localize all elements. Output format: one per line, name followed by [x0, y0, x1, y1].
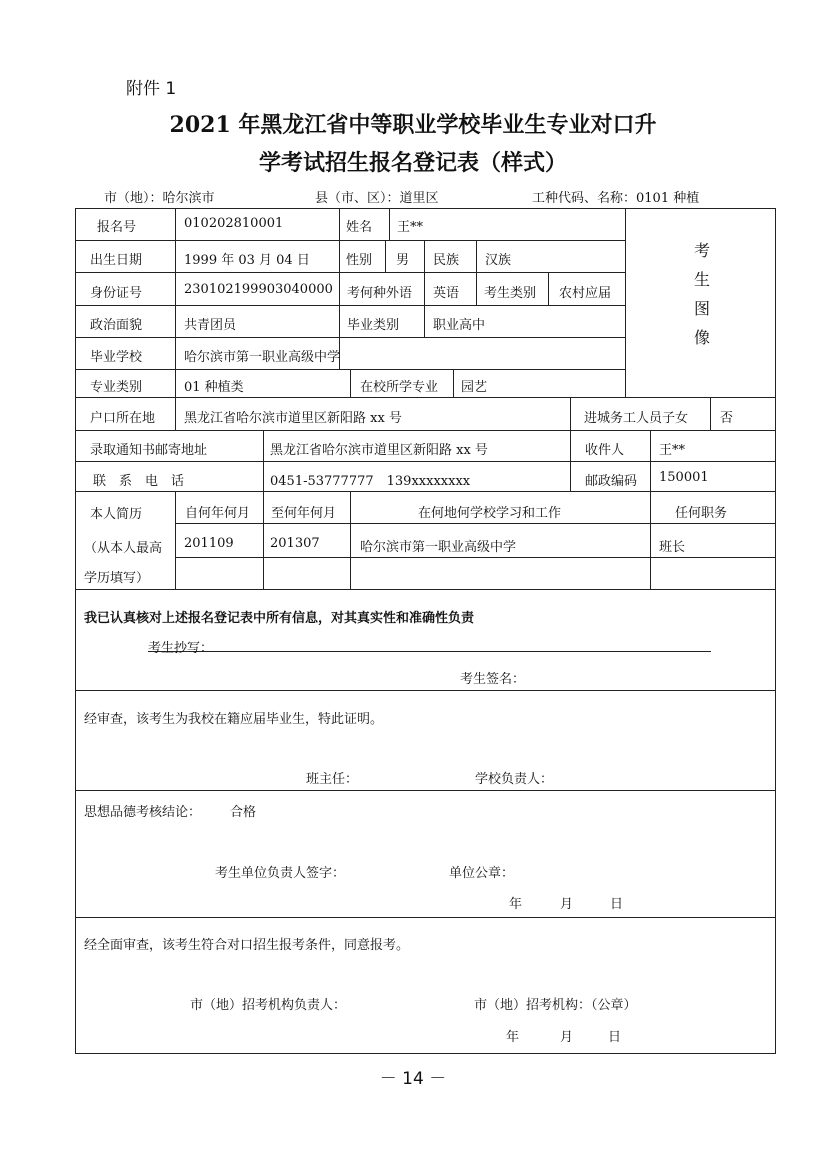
school-review-text: 经审查，该考生为我校在籍应届毕业生，特此证明。 — [84, 712, 384, 727]
political-label: 政治面貌 — [90, 318, 143, 333]
id-label: 身份证号 — [90, 286, 143, 301]
moral-year: 年 — [509, 897, 523, 912]
name-label: 姓名 — [346, 220, 373, 235]
reg-no-value: 010202810001 — [184, 216, 284, 231]
phone-value: 0451-53777777 139xxxxxxxx — [270, 474, 471, 489]
county-field: 县（市、区）：道里区 — [315, 191, 439, 206]
resume-label-2: （从本人最高 — [84, 541, 163, 556]
form-title-line2: 学考试招生报名登记表（样式） — [258, 150, 567, 176]
recipient-label: 收件人 — [585, 443, 625, 458]
final-review-text: 经全面审查，该考生符合对口招生报考条件，同意报考。 — [84, 938, 410, 953]
page-number: － 14 － — [379, 1069, 447, 1089]
category-value: 农村应届 — [559, 286, 612, 301]
resume-col-from: 自何年何月 — [185, 506, 251, 521]
grad-type-value: 职业高中 — [433, 318, 486, 333]
final-day: 日 — [608, 1030, 622, 1045]
moral-review-text: 思想品德考核结论： — [84, 805, 202, 820]
political-value: 共青团员 — [184, 318, 237, 333]
postcode-label: 邮政编码 — [585, 474, 638, 489]
name-value: 王** — [397, 220, 424, 235]
photo-placeholder: 考生图像 — [693, 241, 710, 347]
form-title-line1: 2021 年黑龙江省中等职业学校毕业生专业对口升 — [169, 112, 657, 138]
recipient-value: 王** — [659, 443, 686, 458]
language-label: 考何种外语 — [347, 286, 413, 301]
head-teacher-label: 班主任： — [306, 772, 359, 787]
birth-value: 1999 年 03 月 04 日 — [184, 253, 310, 268]
category-label: 考生类别 — [484, 286, 537, 301]
reg-no-label: 报名号 — [97, 220, 137, 235]
major-type-value: 01 种植类 — [184, 380, 244, 395]
migrant-value: 否 — [720, 411, 734, 426]
ethnic-value: 汉族 — [485, 253, 512, 268]
copy-label: 考生抄写： — [148, 641, 214, 656]
migrant-label: 进城务工人员子女 — [584, 411, 689, 426]
hukou-label: 户口所在地 — [90, 411, 156, 426]
language-value: 英语 — [433, 286, 460, 301]
attachment-label: 附件 1 — [126, 79, 177, 99]
exam-officer-label: 市（地）招考机构负责人： — [190, 998, 347, 1013]
resume-row-duty: 班长 — [659, 540, 686, 555]
resume-row-to: 201307 — [270, 536, 320, 551]
unit-seal-label: 单位公章： — [449, 866, 515, 881]
resume-col-to: 至何年何月 — [271, 506, 337, 521]
resume-label-3: 学历填写） — [84, 571, 150, 586]
resume-row-from: 201109 — [184, 536, 234, 551]
unit-sign-label: 考生单位负责人签字： — [215, 866, 346, 881]
candidate-sign-label: 考生签名： — [460, 672, 526, 687]
postcode-value: 150001 — [659, 470, 709, 485]
final-year: 年 — [506, 1030, 520, 1045]
final-month: 月 — [560, 1030, 574, 1045]
ethnic-label: 民族 — [433, 253, 460, 268]
major-type-label: 专业类别 — [90, 380, 143, 395]
resume-label: 本人简历 — [90, 507, 143, 522]
major-label: 在校所学专业 — [360, 380, 439, 395]
exam-org-label: 市（地）招考机构：（公章） — [474, 998, 637, 1013]
id-value: 230102199903040000 — [184, 282, 333, 297]
school-value: 哈尔滨市第一职业高级中学 — [184, 350, 341, 365]
hukou-value: 黑龙江省哈尔滨市道里区新阳路 xx 号 — [184, 411, 402, 426]
gender-value: 男 — [396, 253, 410, 268]
moral-day: 日 — [610, 897, 624, 912]
mail-value: 黑龙江省哈尔滨市道里区新阳路 xx 号 — [270, 443, 488, 458]
gender-label: 性别 — [346, 253, 373, 268]
resume-col-duty: 任何职务 — [675, 506, 728, 521]
city-field: 市（地）：哈尔滨市 — [104, 191, 215, 206]
resume-col-where: 在何地何学校学习和工作 — [418, 506, 562, 521]
declaration-text: 我已认真核对上述报名登记表中所有信息，对其真实性和准确性负责 — [84, 611, 475, 626]
major-value: 园艺 — [461, 380, 488, 395]
school-label: 毕业学校 — [90, 350, 143, 365]
birth-label: 出生日期 — [90, 253, 143, 268]
job-code-field: 工种代码、名称：0101 种植 — [532, 191, 700, 206]
principal-label: 学校负责人： — [475, 772, 554, 787]
mail-label: 录取通知书邮寄地址 — [90, 443, 208, 458]
moral-month: 月 — [560, 897, 574, 912]
resume-row-where: 哈尔滨市第一职业高级中学 — [360, 540, 517, 555]
phone-label: 联 系 电 话 — [93, 474, 185, 489]
moral-review-result: 合格 — [230, 805, 257, 820]
grad-type-label: 毕业类别 — [347, 318, 400, 333]
